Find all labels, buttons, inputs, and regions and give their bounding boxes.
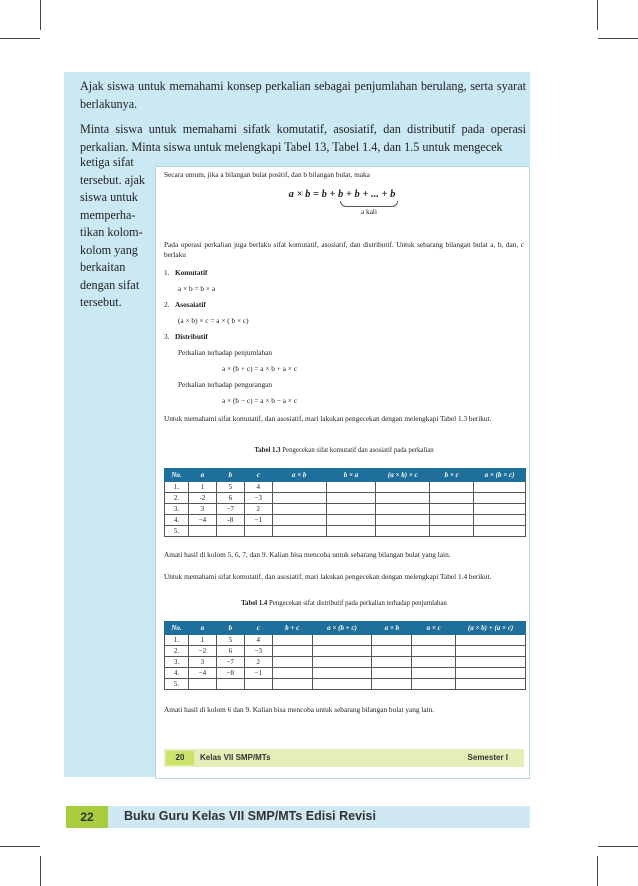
table-cell: 2. xyxy=(165,493,189,504)
table-cell[interactable] xyxy=(372,635,412,646)
table-cell[interactable] xyxy=(430,504,474,515)
table-cell[interactable] xyxy=(272,482,326,493)
column-header: a × b xyxy=(272,469,326,482)
column-header: a xyxy=(188,469,216,482)
table-cell[interactable] xyxy=(326,504,376,515)
table-cell[interactable] xyxy=(272,635,312,646)
table14-caption xyxy=(164,600,524,607)
book-title: Buku Guru Kelas VII SMP/MTs Edisi Revisi xyxy=(124,809,376,823)
table-cell: 2. xyxy=(165,646,189,657)
table-cell: 5. xyxy=(165,679,189,690)
table-cell[interactable] xyxy=(412,679,456,690)
table-row xyxy=(165,493,526,504)
table-header-row xyxy=(165,469,526,482)
table-cell[interactable] xyxy=(376,482,430,493)
table-cell[interactable] xyxy=(376,515,430,526)
column-header: (a × b) + (a × c) xyxy=(456,622,526,635)
student-footer-semester: Semester I xyxy=(467,753,508,762)
table-cell: 4. xyxy=(165,668,189,679)
caption-text: Pengecekan sifat komutatif dan asosiatif pada perkalian xyxy=(282,447,434,454)
table-cell: −8 xyxy=(216,668,244,679)
side-line: tersebut. xyxy=(80,295,122,309)
table-cell[interactable] xyxy=(372,646,412,657)
table-cell: 1. xyxy=(165,482,189,493)
distributive-sub1: Perkalian terhadap penjumlahan xyxy=(178,348,273,357)
student-page-footer xyxy=(164,749,524,767)
table-cell[interactable] xyxy=(372,657,412,668)
table-cell: −7 xyxy=(216,657,244,668)
table-cell[interactable] xyxy=(326,515,376,526)
formula-main: a × b = b + b + b + ... + b xyxy=(288,189,396,200)
side-line: ketiga sifat xyxy=(80,155,134,169)
side-line: memperha- xyxy=(80,207,136,222)
crop-mark xyxy=(0,38,40,39)
table-cell: 6 xyxy=(216,646,244,657)
table-cell[interactable] xyxy=(430,482,474,493)
table-cell[interactable] xyxy=(272,657,312,668)
table-cell: 4. xyxy=(165,515,189,526)
column-header: a × b xyxy=(372,622,412,635)
table13 xyxy=(164,468,526,537)
table-cell[interactable] xyxy=(326,526,376,537)
table-cell: −3 xyxy=(244,646,272,657)
table-cell: −4 xyxy=(188,668,216,679)
column-header: b × a xyxy=(326,469,376,482)
caption-label: Tabel 1.3 xyxy=(254,447,281,454)
column-header: b xyxy=(216,469,244,482)
table-cell[interactable] xyxy=(326,482,376,493)
crop-mark xyxy=(40,856,41,886)
column-header: No. xyxy=(165,469,189,482)
column-header: b × c xyxy=(430,469,474,482)
table-cell[interactable] xyxy=(376,504,430,515)
table-cell[interactable] xyxy=(216,526,244,537)
table-cell: −7 xyxy=(216,504,244,515)
distributive-sub2: Perkalian terhadap pengurangan xyxy=(178,380,273,389)
table-cell[interactable] xyxy=(272,679,312,690)
table-cell: 6 xyxy=(216,493,244,504)
table-cell[interactable] xyxy=(372,668,412,679)
table-cell[interactable] xyxy=(188,679,216,690)
table-cell[interactable] xyxy=(312,635,372,646)
table-cell: 1 xyxy=(188,482,216,493)
table-cell: 2 xyxy=(244,504,272,515)
table14 xyxy=(164,621,526,690)
column-header: c xyxy=(244,622,272,635)
table-cell[interactable] xyxy=(412,657,456,668)
teacher-note xyxy=(80,78,526,164)
table-cell[interactable] xyxy=(272,646,312,657)
student-footer-class: Kelas VII SMP/MTs xyxy=(200,753,271,762)
table-row xyxy=(165,679,526,690)
intro-text: Secara umum, jika a bilangan bulat positif, dan b bilangan bulat, maka xyxy=(164,170,370,179)
column-header: a × (b + c) xyxy=(312,622,372,635)
item-title: Komutatif xyxy=(174,268,208,277)
table-cell[interactable] xyxy=(272,493,326,504)
table-cell[interactable] xyxy=(244,679,272,690)
table-row xyxy=(165,668,526,679)
table-cell[interactable] xyxy=(456,668,526,679)
column-header: a × (b × c) xyxy=(474,469,526,482)
teacher-note-paragraph: Minta siswa untuk memahami sifatk komutatif, asosiatif, dan distributif pada operasi perkalian. Minta siswa untuk melengkapi Tabel 13, Tabel 1.4, dan 1.5 untuk mengecek xyxy=(80,122,526,154)
distributive-formula2: a × (b − c) = a × b − a × c xyxy=(222,396,297,405)
table-cell: −4 xyxy=(188,515,216,526)
table-cell: 3 xyxy=(188,504,216,515)
table-cell: 3. xyxy=(165,504,189,515)
table-cell: -8 xyxy=(216,515,244,526)
table-cell: 3. xyxy=(165,657,189,668)
side-line: kolom yang xyxy=(80,242,138,257)
table-row xyxy=(165,482,526,493)
table-row xyxy=(165,646,526,657)
table-cell[interactable] xyxy=(188,526,216,537)
table-cell: 2 xyxy=(244,657,272,668)
table-row xyxy=(165,504,526,515)
table-cell: 1 xyxy=(188,635,216,646)
table-cell[interactable] xyxy=(412,646,456,657)
repeated-addition-formula xyxy=(278,189,406,216)
side-line: siswa untuk xyxy=(80,190,138,204)
table-cell[interactable] xyxy=(272,515,326,526)
associative-formula: (a × b) × c = a × ( b × c) xyxy=(178,316,249,325)
side-line: dengan sifat xyxy=(80,277,140,292)
check-table14-text: Untuk memahami sifat komutatif, dan asosiatif, mari lakukan pengecekan dengan melengkapi Tabel 1.4 berikut. xyxy=(164,572,492,581)
table-cell[interactable] xyxy=(430,526,474,537)
table-cell: −1 xyxy=(244,515,272,526)
column-header: b + c xyxy=(272,622,312,635)
column-header: b xyxy=(216,622,244,635)
table-cell[interactable] xyxy=(412,668,456,679)
table-cell[interactable] xyxy=(474,526,526,537)
side-line: tersebut. ajak xyxy=(80,172,145,187)
observe-table13-text: Amati hasil di kolom 5, 6, 7, dan 9. Kalian bisa mencoba untuk sebarang bilangan bulat yang lain. xyxy=(164,550,451,559)
table-cell[interactable] xyxy=(474,493,526,504)
table-cell[interactable] xyxy=(376,526,430,537)
page-footer xyxy=(66,806,530,828)
table-cell[interactable] xyxy=(474,515,526,526)
table-cell[interactable] xyxy=(312,679,372,690)
table-row xyxy=(165,635,526,646)
properties-intro: Pada operasi perkalian juga berlaku sifat komutatif, asosiatif, dan distributif. Untuk sebarang bilangan bulat a, b, dan, c berlaku xyxy=(164,240,524,259)
table-cell: −1 xyxy=(244,668,272,679)
caption-label: Tabel 1.4 xyxy=(241,600,268,607)
table-cell[interactable] xyxy=(372,679,412,690)
crop-mark xyxy=(598,38,638,39)
table13-caption xyxy=(164,447,524,454)
table-cell: 4 xyxy=(244,482,272,493)
table-cell[interactable] xyxy=(216,679,244,690)
crop-mark xyxy=(0,846,40,847)
table-cell: -2 xyxy=(188,493,216,504)
student-page-number: 20 xyxy=(166,751,194,765)
side-line: tikan kolom- xyxy=(80,225,143,239)
item-number: 3. xyxy=(164,332,170,341)
table-cell[interactable] xyxy=(456,646,526,657)
table-cell: 3 xyxy=(188,657,216,668)
table-cell: 1. xyxy=(165,635,189,646)
table-cell[interactable] xyxy=(326,493,376,504)
table-cell[interactable] xyxy=(272,504,326,515)
column-header: c xyxy=(244,469,272,482)
table-row xyxy=(165,526,526,537)
table-header-row xyxy=(165,622,526,635)
table-cell[interactable] xyxy=(456,679,526,690)
table-cell[interactable] xyxy=(474,482,526,493)
table-cell[interactable] xyxy=(456,635,526,646)
column-header: (a × b) × c xyxy=(376,469,430,482)
table-cell: 5 xyxy=(216,635,244,646)
property-distributive xyxy=(164,332,208,342)
commutative-formula: a × b = b × a xyxy=(178,284,216,293)
table-cell[interactable] xyxy=(312,657,372,668)
table-cell[interactable] xyxy=(272,526,326,537)
caption-text: Pengecekan sifat distributif pada perkalian terhadap penjumlahan xyxy=(269,600,447,607)
table-cell[interactable] xyxy=(430,493,474,504)
table-cell[interactable] xyxy=(474,504,526,515)
teacher-note-paragraph: Ajak siswa untuk memahami konsep perkalian sebagai penjumlahan berulang, serta syarat berlakunya. xyxy=(80,79,526,111)
column-header: a × c xyxy=(412,622,456,635)
column-header: a xyxy=(188,622,216,635)
item-title: Distributif xyxy=(174,332,208,341)
property-associative xyxy=(164,300,206,310)
table-cell[interactable] xyxy=(312,668,372,679)
crop-mark xyxy=(598,846,638,847)
observe-table14-text: Amati hasil di kolom 6 dan 9. Kalian bisa mencoba untuk sebarang bilangan bulat yang lain. xyxy=(164,705,435,714)
page-number: 22 xyxy=(66,806,108,828)
table-cell[interactable] xyxy=(272,668,312,679)
crop-mark xyxy=(597,856,598,886)
table-row xyxy=(165,515,526,526)
table-cell[interactable] xyxy=(244,526,272,537)
table-cell[interactable] xyxy=(456,657,526,668)
formula-brace-label: a kali xyxy=(360,207,377,216)
teacher-note-side xyxy=(80,154,158,312)
table-cell[interactable] xyxy=(376,493,430,504)
table-cell: 4 xyxy=(244,635,272,646)
check-table13-text: Untuk memahami sifat komutatif, dan asosiatif, mari lakukan pengecekan dengan melengkapi Tabel 1.3 berikut. xyxy=(164,414,492,423)
table-cell[interactable] xyxy=(412,635,456,646)
side-line: berkaitan xyxy=(80,260,126,274)
item-number: 1. xyxy=(164,268,170,277)
property-commutative xyxy=(164,268,207,278)
crop-mark xyxy=(597,0,598,30)
table-cell: −3 xyxy=(244,493,272,504)
table-cell[interactable] xyxy=(312,646,372,657)
table-cell[interactable] xyxy=(430,515,474,526)
column-header: No. xyxy=(165,622,189,635)
item-title: Asosaiatif xyxy=(174,300,206,309)
table-cell: −2 xyxy=(188,646,216,657)
table-row xyxy=(165,657,526,668)
crop-mark xyxy=(40,0,41,30)
table-cell: 5. xyxy=(165,526,189,537)
distributive-formula1: a × (b + c) = a × b + a × c xyxy=(222,364,297,373)
item-number: 2. xyxy=(164,300,170,309)
table-cell: 5 xyxy=(216,482,244,493)
